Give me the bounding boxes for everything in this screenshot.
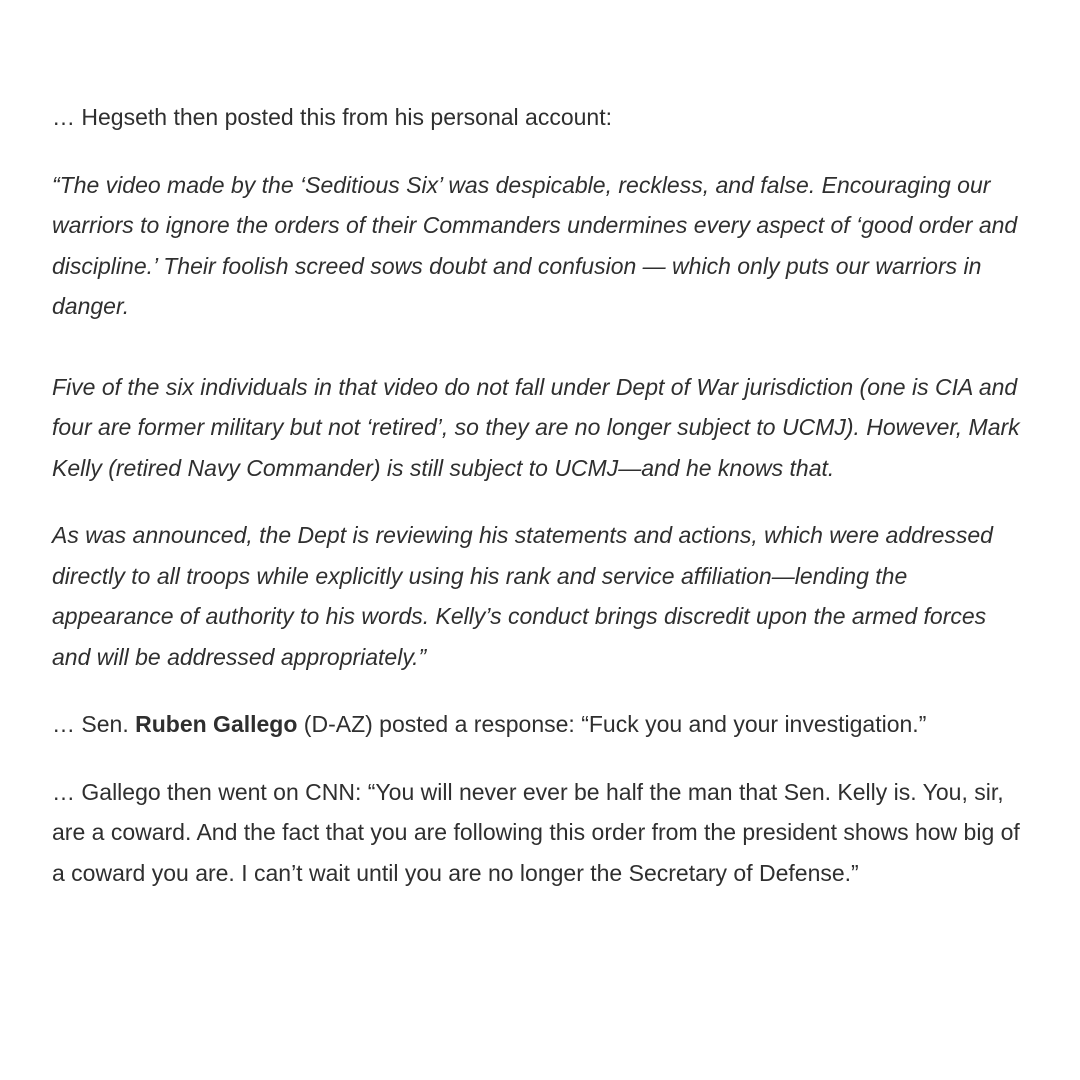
gallego-cnn-paragraph: … Gallego then went on CNN: “You will never ever be half the man that Sen. Kelly is. You, sir, are a coward. And the fact that you are following this order from the president shows how big of a coward you are. I can’t wait until you are no longer the Secretary of Defense.” (52, 778, 1020, 886)
gallego-response-text: (D-AZ) posted a response: “Fuck you and your investigation.” (297, 711, 927, 737)
article-body (52, 97, 1028, 893)
hegseth-quote-paragraph-2: Five of the six individuals in that video do not fall under Dept of War jurisdiction (one is CIA and four are former military but not ‘retired’, so they are no longer subject to UCMJ). However, Mark Kelly (retired Navy Commander) is still subject to UCMJ—and he knows that. (52, 373, 1020, 481)
hegseth-quote-paragraph-3: As was announced, the Dept is reviewing his statements and actions, which were addressed directly to all troops while explicitly using his rank and service affiliation—lending the appearance of authority to his words. Kelly’s conduct brings discredit upon the armed forces and will be addressed appropriately.” (52, 522, 993, 670)
intro-paragraph: … Hegseth then posted this from his personal account: (52, 104, 612, 130)
gallego-response-paragraph (52, 704, 1028, 745)
gallego-response-prefix: … Sen. (52, 711, 136, 737)
hegseth-quote-paragraph-1: “The video made by the ‘Seditious Six’ was despicable, reckless, and false. Encouraging our warriors to ignore the orders of their Commanders undermines every aspect of ‘good order and discipline.’ Their foolish screed sows doubt and confusion — which only puts our warriors in danger. (52, 171, 1018, 319)
senator-name: Ruben Gallego (135, 711, 298, 737)
